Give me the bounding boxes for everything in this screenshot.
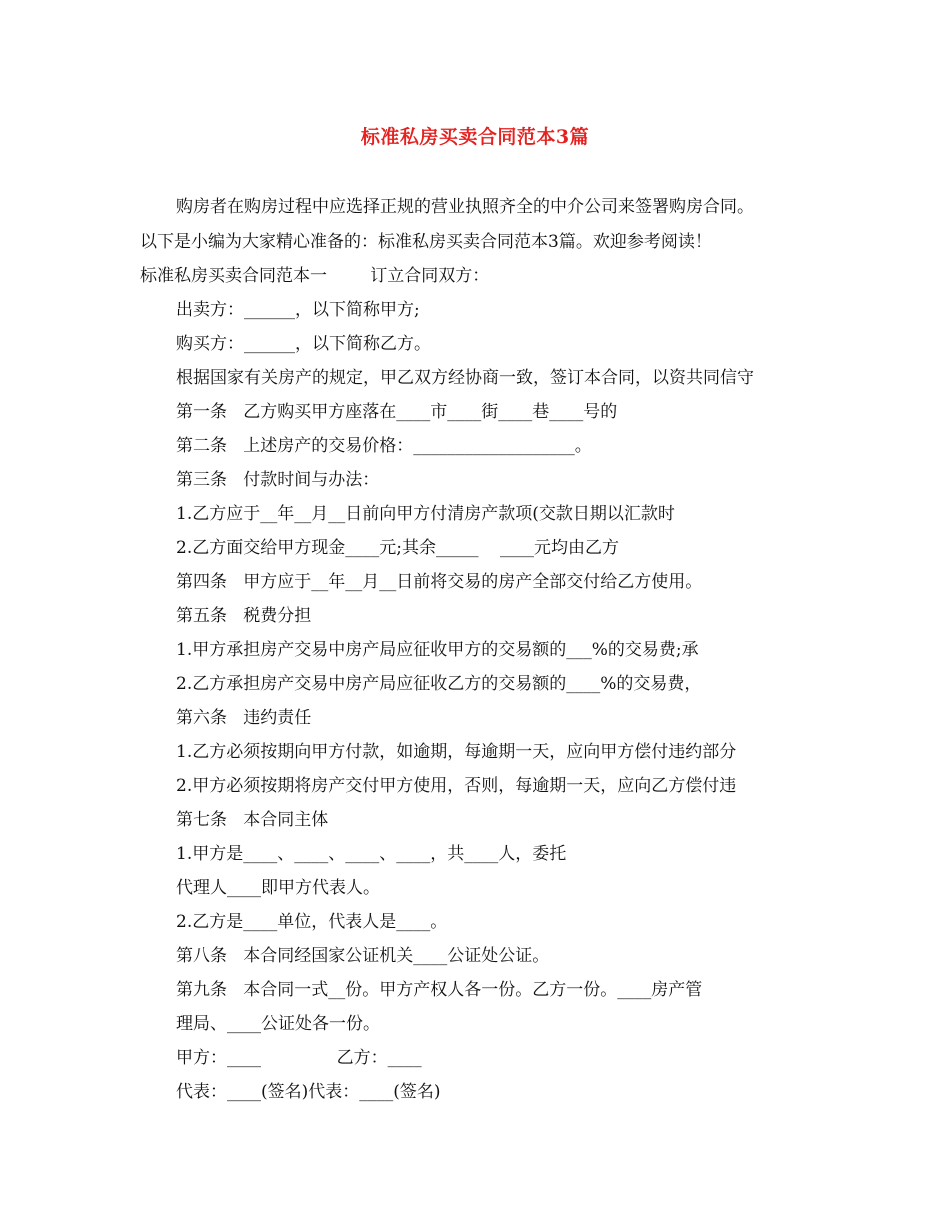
body-line: 1.甲方是____、____、____、____，共____人，委托: [176, 844, 567, 864]
body-line: 第一条 乙方购买甲方座落在____市____街____巷____号的: [176, 402, 618, 422]
body-line: 第三条 付款时间与办法：: [176, 470, 380, 490]
body-line: 2.乙方是____单位，代表人是____。: [176, 912, 448, 932]
body-line: 第五条 税费分担: [176, 606, 312, 626]
body-line: 第二条 上述房产的交易价格：___________________。: [176, 436, 592, 456]
contract-heading: 标准私房买卖合同范本一 订立合同双方：: [140, 266, 490, 286]
body-line: 代理人____即甲方代表人。: [176, 878, 380, 898]
body-line: 1.乙方必须按期向甲方付款，如逾期，每逾期一天，应向甲方偿付违约部分: [176, 742, 737, 762]
intro-line-1: 购房者在购房过程中应选择正规的营业执照齐全的中介公司来签署购房合同。: [176, 197, 754, 217]
body-line: 2.甲方必须按期将房产交付甲方使用，否则，每逾期一天，应向乙方偿付违: [176, 776, 737, 796]
document-title: 标准私房买卖合同范本3篇: [360, 126, 590, 148]
body-line: 第七条 本合同主体: [176, 810, 329, 830]
body-line: 2.乙方面交给甲方现金____元;其余_____ ____元均由乙方: [176, 538, 620, 558]
signature-line: 甲方：____ 乙方：____: [176, 1048, 422, 1068]
body-line: 第九条 本合同一式__份。甲方产权人各一份。乙方一份。____房产管: [176, 980, 703, 1000]
body-line: 理局、____公证处各一份。: [176, 1014, 380, 1034]
body-line: 出卖方：______，以下简称甲方;: [176, 300, 420, 320]
intro-line-2: 以下是小编为大家精心准备的：标准私房买卖合同范本3篇。欢迎参考阅读！: [140, 232, 712, 252]
body-line: 2.乙方承担房产交易中房产局应征收乙方的交易额的____%的交易费，: [176, 674, 702, 694]
body-line: 第六条 违约责任: [176, 708, 312, 728]
body-line: 根据国家有关房产的规定，甲乙双方经协商一致，签订本合同，以资共同信守: [176, 368, 754, 388]
body-line: 1.甲方承担房产交易中房产局应征收甲方的交易额的___%的交易费;承: [176, 640, 699, 660]
body-line: 购买方：______，以下简称乙方。: [176, 334, 431, 354]
body-line: 第四条 甲方应于__年__月__日前将交易的房产全部交付给乙方使用。: [176, 572, 703, 592]
body-line: 第八条 本合同经国家公证机关____公证处公证。: [176, 946, 550, 966]
body-line: 1.乙方应于__年__月__日前向甲方付清房产款项(交款日期以汇款时: [176, 504, 675, 524]
signature-line: 代表：____(签名)代表：____(签名): [176, 1082, 441, 1102]
